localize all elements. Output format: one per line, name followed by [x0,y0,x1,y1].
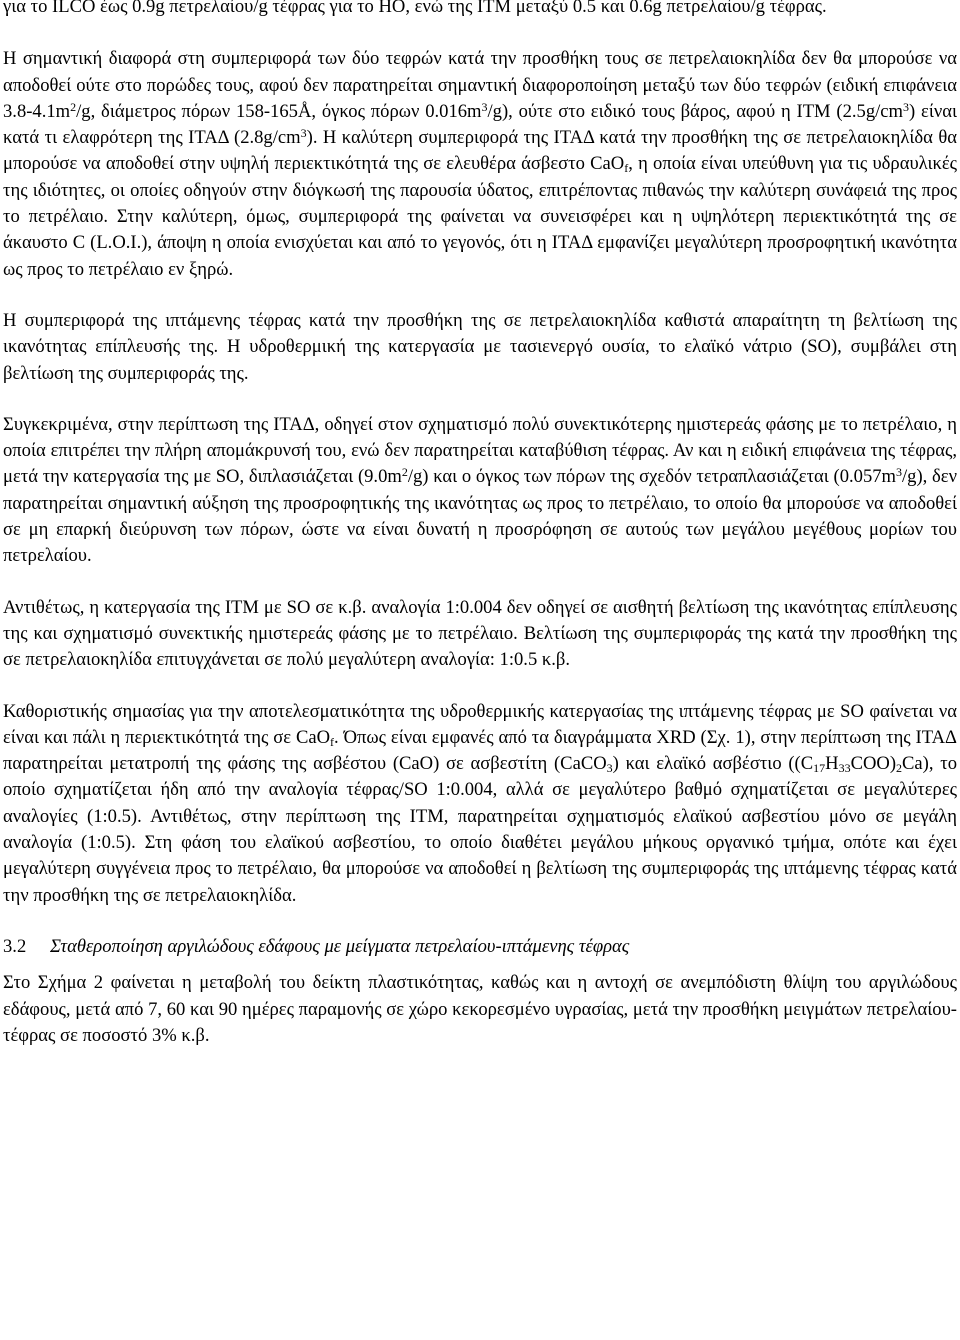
paragraph-itm-treatment: Αντιθέτως, η κατεργασία της ΙΤΜ με SO σε κ.β. αναλογία 1:0.004 δεν οδηγεί σε αισθητή βελτίωση της ικανότητας επίπλευσης της και σχηματισμό συνεκτικής ημιστερεάς φάσης με το πετρέλαιο. Βελτίωση της συμπεριφοράς της κατά την προσθήκη της σε πετρελαιοκηλίδα επιτυγχάνεται σε πολύ μεγαλύτερη αναλογία: 1:0.5 κ.β. [3,596,957,671]
section-heading [3,934,957,960]
paragraph-ash-behavior-difference: Η σημαντική διαφορά στη συμπεριφορά των δύο τεφρών κατά την προσθήκη τους σε πετρελαιοκηλίδα δεν θα μπορούσε να αποδοθεί ούτε στο πορώδες τους, αφού δεν παρατηρείται σημαντική διαφοροποίηση μεταξύ των δύο τεφρών (ειδική επιφάνεια $3.8-4.1m^2/g$, διάμετρος πόρων 158-165Å, όγκος πόρων $0.016m^3/g$), ούτε στο ειδικό τους βάρος, αφού η ΙΤΜ $(2.5g/cm^3)$ είναι κατά τι ελαφρότερη της ΙΤΑΔ $(2.8g/cm^3)$. Η καλύτερη συμπεριφορά της ΙΤΑΔ κατά την προσθήκη της σε πετρελαιοκηλίδα θα μπορούσε να αποδοθεί στην υψηλή περιεκτικότητά της σε ελευθέρα άσβεστο CaO$_f$, η οποία είναι υπεύθυνη για τις υδραυλικές της ιδιότητες, οι οποίες οδηγούν στην διόγκωσή της παρουσία ύδατος, επιτρέποντας πιθανώς την καλύτερη συνάφειά της προς το πετρέλαιο. Στην καλύτερη, όμως, συμπεριφορά της φαίνεται να συνεισφέρει και η υψηλότερη περιεκτικότητά της σε άκαυστο C (L.O.I.), άποψη η οποία ενισχύεται και από το γεγονός, ότι η ΙΤΑΔ εμφανίζει μεγαλύτερη προσροφητική ικανότητα ως προς το πετρέλαιο εν ξηρώ. [3,48,958,280]
document-page [3,0,957,1049]
section-number: 3.2 [3,935,27,957]
paragraph-cao-significance: Καθοριστικής σημασίας για την αποτελεσματικότητα της υδροθερμικής κατεργασίας της ιπτάμενης τέφρας με SO φαίνεται να είναι και πάλι η περιεκτικότητά της σε CaO$_f$. Όπως είναι εμφανές από τα διαγράμματα XRD (Σχ. 1), στην περίπτωση της ΙΤΑΔ παρατηρείται μετατροπή της φάσης της ασβέστου (CaO) σε ασβεστίτη (CaCO$_3$) και ελαϊκό ασβέστιο $((C_{17}H_{33}COO)_2Ca)$, το οποίο σχηματίζεται ήδη από την αναλογία τέφρας/SO 1:0.004, αλλά σε μεγαλύτερο βαθμό σχηματίζεται σε μεγαλύτερες αναλογίες (1:0.5). Αντιθέτως, στην περίπτωση της ΙΤΜ, παρατηρείται σχηματισμός ελαϊκού ασβεστίου μόνο σε μεγάλη αναλογία (1:0.5). Στη φάση του ελαϊκού ασβεστίου, το οποίο διαθέτει μεγάλου μήκους οργανικό τμήμα, οπότε και έχει μεγαλύτερη συγγένεια προς το πετρέλαιο, θα μπορούσε να αποδοθεί η βελτίωση της συμπεριφοράς της ιπτάμενης τέφρας κατά την προσθήκη της σε πετρελαιοκηλίδα. [3,700,957,906]
paragraph-continuation: για το ILCO έως 0.9g πετρελαίου/g τέφρας για το HO, ενώ της ΙΤΜ μεταξύ 0.5 και 0.6g πετρελαίου/g τέφρας. [3,0,827,17]
paragraph-flotation-improvement: Η συμπεριφορά της ιπτάμενης τέφρας κατά την προσθήκη της σε πετρελαιοκηλίδα καθιστά απαραίτητη τη βελτίωση της ικανότητας επίπλευσής της. Η υδροθερμική της κατεργασία με τασιενεργό ουσία, το ελαϊκό νάτριο (SO), συμβάλει στη βελτίωση της συμπεριφοράς της. [3,309,957,384]
section-title: Σταθεροποίηση αργιλώδους εδάφους με μείγματα πετρελαίου-ιπτάμενης τέφρας [50,935,630,957]
paragraph-itad-treatment: Συγκεκριμένα, στην περίπτωση της ΙΤΑΔ, οδηγεί στον σχηματισμό πολύ συνεκτικότερης ημιστερεάς φάσης με το πετρέλαιο, η οποία επιτρέπει την πλήρη απομάκρυνσή του, ενώ δεν παρατηρείται καταβύθιση τέφρας. Αν και η ειδική επιφάνεια της τέφρας, μετά την κατεργασία της με SO, διπλασιάζεται $(9.0m^2/g)$ και ο όγκος των πόρων της σχεδόν τετραπλασιάζεται $(0.057m^3/g)$, δεν παρατηρείται σημαντική αύξηση της προσροφητικής της ικανότητας ως προς το πετρέλαιο, το οποίο θα μπορούσε να αποδοθεί σε μη επαρκή διεύρυνση των πόρων, ώστε να είναι δυνατή η προσρόφηση σε αυτούς των μεγάλου μεγέθους μορίων του πετρελαίου. [3,413,957,567]
paragraph-figure-2: Στο Σχήμα 2 φαίνεται η μεταβολή του δείκτη πλαστικότητας, καθώς και η αντοχή σε ανεμπόδιστη θλίψη του αργιλώδους εδάφους, μετά από 7, 60 και 90 ημέρες παραμονής σε χώρο κεκορεσμένο υγρασίας, μετά την προσθήκη μειγμάτων πετρελαίου-τέφρας σε ποσοστό 3% κ.β. [3,972,957,1046]
